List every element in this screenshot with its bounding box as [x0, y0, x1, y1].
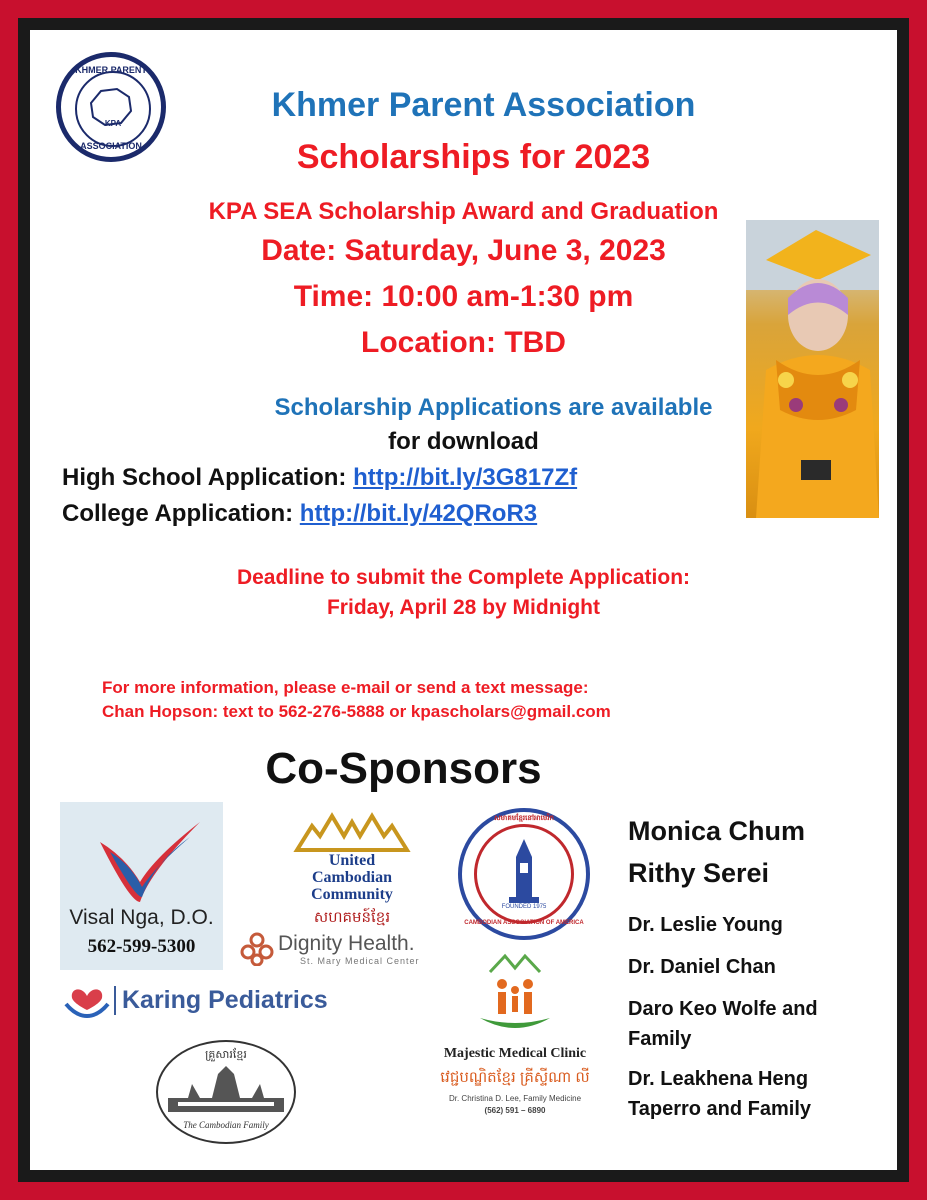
cosponsors-heading: Co-Sponsors: [265, 744, 542, 793]
contact-line1: For more information, please e-mail or send a text message:: [102, 678, 589, 697]
scholarship-title: Scholarships for 2023: [296, 138, 651, 176]
applications-available: Scholarship Applications are available: [274, 394, 713, 421]
majestic-clinic-logo: [420, 952, 610, 1132]
cambodian-family-khmer: គ្រួសារខ្មែរ: [205, 1049, 247, 1061]
ucc-name: [292, 852, 412, 903]
ucc-line3: Community: [311, 886, 393, 903]
heart-hands-icon: [64, 982, 110, 1018]
applications-download: for download: [388, 428, 539, 455]
logo-center-text: KPA: [104, 119, 122, 128]
temple-icon: [292, 812, 412, 852]
event-name: KPA SEA Scholarship Award and Graduation: [208, 198, 719, 225]
caa-khmer: សមាគមខ្មែរនៅអាមេរិក: [494, 815, 554, 822]
swoosh-icon: [60, 802, 223, 912]
caa-seal: [458, 808, 590, 940]
hs-application-label: High School Application:: [62, 464, 354, 491]
event-location: Location: TBD: [361, 326, 566, 359]
sponsor-daniel-chan: Dr. Daniel Chan: [628, 956, 776, 978]
sponsor-leakhena-heng-line2: Taperro and Family: [628, 1098, 812, 1120]
karing-pediatrics-logo: [64, 982, 334, 1022]
college-application-line: [62, 500, 537, 528]
sponsor-daro-keo-wolfe-line2: Family: [628, 1028, 692, 1050]
visal-nga-logo: [60, 802, 223, 970]
event-time: Time: 10:00 am-1:30 pm: [293, 280, 634, 313]
sponsor-daro-keo-wolfe-line1: Daro Keo Wolfe and: [628, 998, 818, 1020]
sponsor-leslie-young: Dr. Leslie Young: [628, 914, 783, 936]
logo-bottom-text: ASSOCIATION: [80, 141, 142, 151]
college-application-label: College Application:: [62, 500, 300, 527]
org-title: Khmer Parent Association: [271, 86, 696, 124]
hs-application-line: [62, 464, 577, 492]
deadline-line1: Deadline to submit the Complete Application:: [236, 566, 691, 589]
flyer-page: [30, 30, 897, 1170]
contact-line2: Chan Hopson: text to 562-276-5888 or kpascholars@gmail.com: [102, 702, 611, 721]
logo-top-text: KHMER PARENT: [75, 65, 147, 75]
karing-name: Karing Pediatrics: [114, 986, 328, 1015]
hs-application-link[interactable]: http://bit.ly/3G817Zf: [353, 464, 578, 491]
caa-ring-text: CAMBODIAN ASSOCIATION OF AMERICA: [464, 920, 584, 926]
ucc-line1: United: [328, 852, 376, 869]
ucc-logo: [292, 812, 412, 932]
sponsor-monica-chum: Monica Chum: [628, 816, 806, 846]
graduate-photo: [746, 220, 879, 518]
visal-phone: 562-599-5300: [87, 936, 196, 957]
graduate-illustration: [746, 220, 879, 518]
dignity-name: Dignity Health.: [278, 932, 415, 955]
visal-name: Visal Nga, D.O.: [69, 906, 214, 929]
dignity-health-logo: [240, 932, 450, 972]
cambodian-family-name: The Cambodian Family: [183, 1120, 269, 1130]
caa-founded: FOUNDED 1975: [501, 904, 547, 910]
sponsor-leakhena-heng-line1: Dr. Leakhena Heng: [628, 1068, 809, 1090]
event-date: Date: Saturday, June 3, 2023: [261, 234, 666, 267]
sponsor-rithy-serei: Rithy Serei: [628, 858, 770, 888]
dignity-subtitle: St. Mary Medical Center: [300, 956, 420, 966]
angkor-wat-icon: [158, 1066, 294, 1116]
majestic-khmer: វេជ្ជបណ្ឌិតខ្មែរ គ្រីស្ទីណា លី: [440, 1069, 590, 1086]
majestic-phone: (562) 591 – 6890: [484, 1106, 546, 1115]
college-application-link[interactable]: http://bit.ly/42QRoR3: [299, 500, 538, 527]
majestic-doctor: Dr. Christina D. Lee, Family Medicine: [448, 1094, 582, 1103]
ucc-line2: Cambodian: [311, 869, 393, 886]
majestic-name: Majestic Medical Clinic: [443, 1046, 587, 1061]
cambodian-family-logo: [156, 1040, 296, 1144]
dignity-flower-icon: [240, 932, 274, 966]
deadline-line2: Friday, April 28 by Midnight: [326, 596, 601, 619]
family-icon: [420, 952, 610, 1042]
ucc-khmer: សហគមន៍ខ្មែរ: [313, 909, 391, 926]
